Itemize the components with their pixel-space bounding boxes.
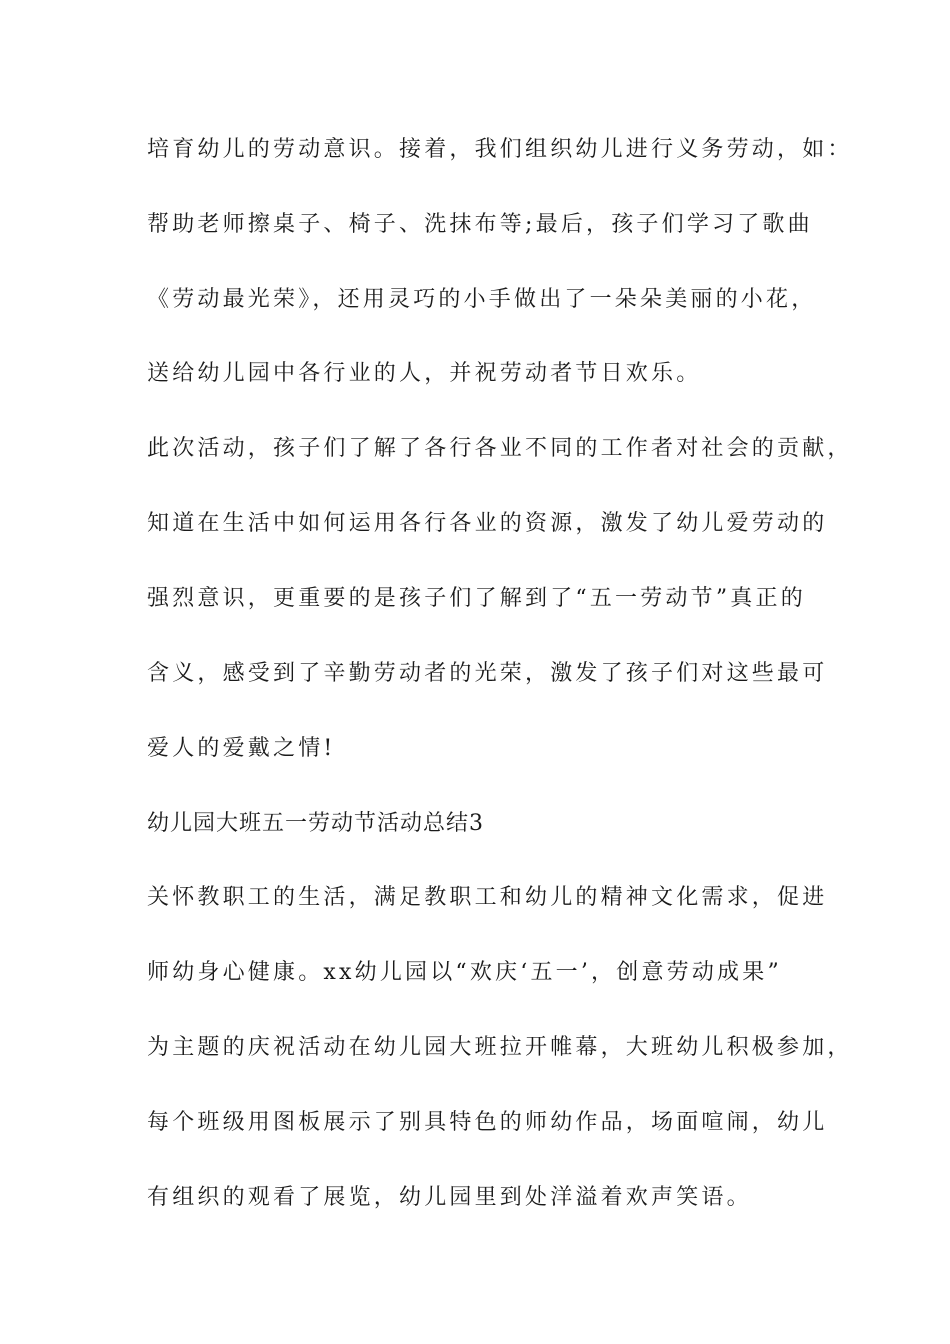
body-text-line: 爱人的爱戴之情! xyxy=(147,736,336,761)
body-text-line: 此次活动，孩子们了解了各行各业不同的工作者对社会的贡献， xyxy=(147,436,853,461)
body-text-line: 师幼身心健康。xx幼儿园以“欢庆‘五一’，创意劳动成果” xyxy=(147,960,782,985)
body-text-line: 强烈意识，更重要的是孩子们了解到了“五一劳动节”真正的 xyxy=(147,586,806,611)
body-text-line: 送给幼儿园中各行业的人，并祝劳动者节日欢乐。 xyxy=(147,361,702,386)
section-heading: 幼儿园大班五一劳动节活动总结3 xyxy=(147,811,484,836)
body-text-line: 为主题的庆祝活动在幼儿园大班拉开帷幕，大班幼儿积极参加， xyxy=(147,1035,853,1060)
body-text-line: 关怀教职工的生活，满足教职工和幼儿的精神文化需求，促进 xyxy=(147,885,828,910)
body-text-line: 培育幼儿的劳动意识。接着，我们组织幼儿进行义务劳动，如： xyxy=(147,137,853,162)
body-text-line: 知道在生活中如何运用各行各业的资源，激发了幼儿爱劳动的 xyxy=(147,511,828,536)
body-text-line: 每个班级用图板展示了别具特色的师幼作品，场面喧闹，幼儿 xyxy=(147,1110,828,1135)
body-text-line: 含义，感受到了辛勤劳动者的光荣，激发了孩子们对这些最可 xyxy=(147,661,828,686)
body-text-line: 《劳动最光荣》，还用灵巧的小手做出了一朵朵美丽的小花， xyxy=(147,287,817,312)
body-text-line: 有组织的观看了展览，幼儿园里到处洋溢着欢声笑语。 xyxy=(147,1185,752,1210)
body-text-line: 帮助老师擦桌子、椅子、洗抹布等;最后，孩子们学习了歌曲 xyxy=(147,212,813,237)
